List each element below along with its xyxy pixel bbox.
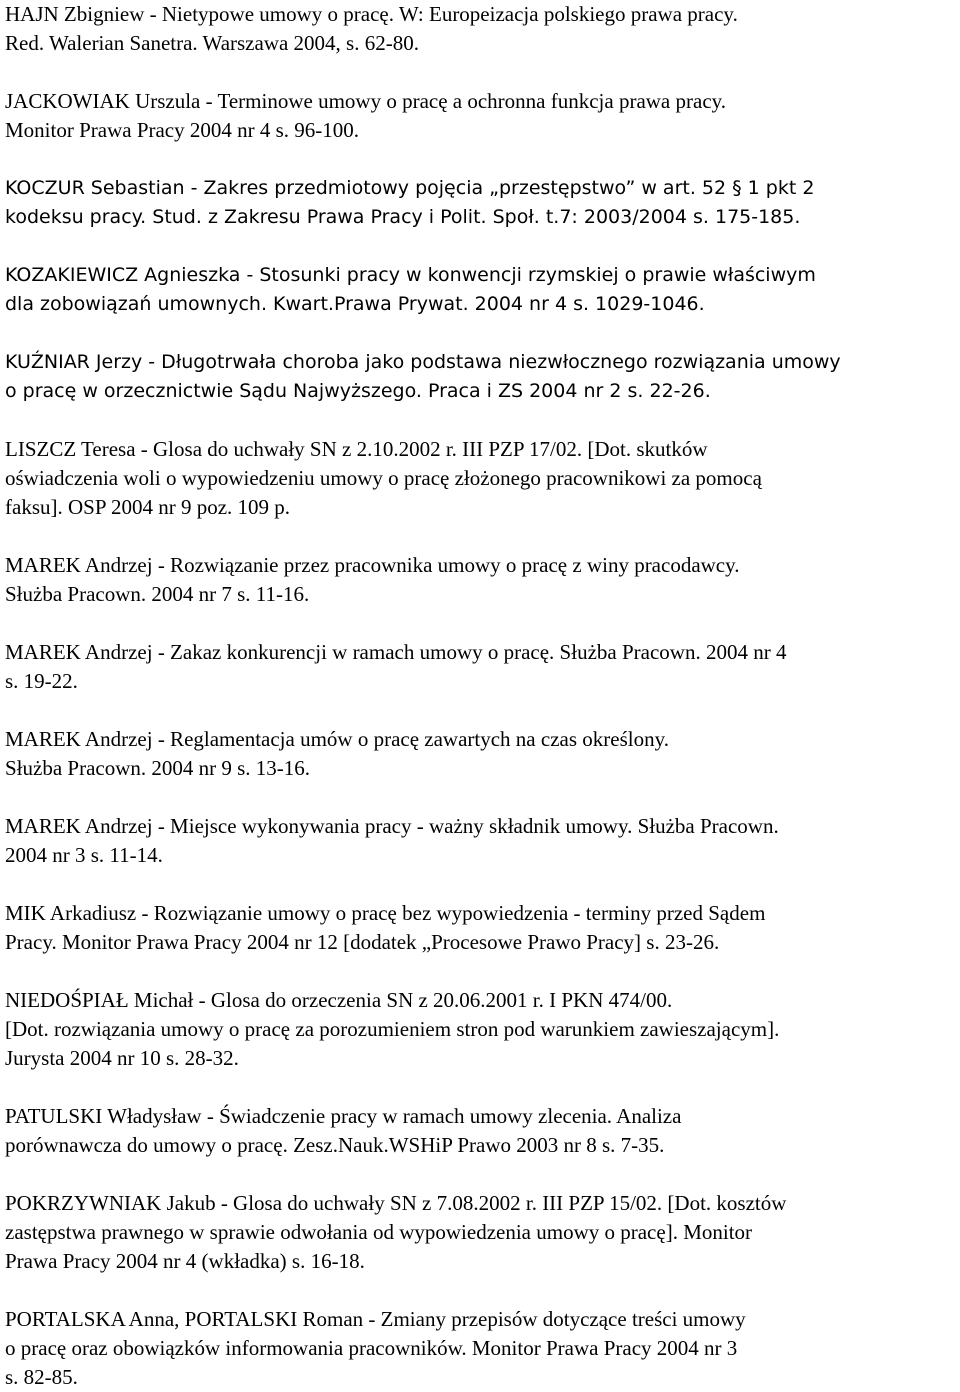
entry-line: LISZCZ Teresa - Glosa do uchwały SN z 2.10.2002 r. III PZP 17/02. [Dot. skutków [5, 437, 708, 461]
bibliography-entry [5, 348, 955, 406]
entry-line: JACKOWIAK Urszula - Terminowe umowy o pracę a ochronna funkcja prawa pracy. [5, 89, 727, 113]
entry-line: o pracę w orzecznictwie Sądu Najwyższego. Praca i ZS 2004 nr 2 s. 22-26. [5, 380, 711, 402]
bibliography-entry [5, 0, 955, 58]
entry-line: KOZAKIEWICZ Agnieszka - Stosunki pracy w konwencji rzymskiej o prawie właściwym [5, 264, 816, 286]
entry-line: MAREK Andrzej - Miejsce wykonywania pracy - ważny składnik umowy. Służba Pracown. [5, 814, 779, 838]
bibliography-entry [5, 986, 955, 1073]
entry-line: POKRZYWNIAK Jakub - Glosa do uchwały SN z 7.08.2002 r. III PZP 15/02. [Dot. kosztów [5, 1191, 787, 1215]
entry-line: [Dot. rozwiązania umowy o pracę za porozumieniem stron pod warunkiem zawieszającym]. [5, 1017, 780, 1041]
bibliography-entry [5, 812, 955, 870]
entry-line: dla zobowiązań umownych. Kwart.Prawa Prywat. 2004 nr 4 s. 1029-1046. [5, 293, 705, 315]
bibliography-entry [5, 1305, 955, 1392]
bibliography-entry [5, 87, 955, 145]
entry-line: Służba Pracown. 2004 nr 9 s. 13-16. [5, 756, 311, 780]
entry-line: s. 82-85. [5, 1365, 78, 1389]
bibliography-entry [5, 435, 955, 522]
entry-line: Monitor Prawa Pracy 2004 nr 4 s. 96-100. [5, 118, 360, 142]
entry-line: MAREK Andrzej - Reglamentacja umów o pracę zawartych na czas określony. [5, 727, 669, 751]
bibliography-entry [5, 1102, 955, 1160]
entry-line: MIK Arkadiusz - Rozwiązanie umowy o pracę bez wypowiedzenia - terminy przed Sądem [5, 901, 766, 925]
entry-line: KUŹNIAR Jerzy - Długotrwała choroba jako podstawa niezwłocznego rozwiązania umowy [5, 351, 841, 373]
bibliography-entry [5, 551, 955, 609]
entry-line: oświadczenia woli o wypowiedzeniu umowy o pracę złożonego pracownikowi za pomocą [5, 466, 762, 490]
entry-line: o pracę oraz obowiązków informowania pracowników. Monitor Prawa Pracy 2004 nr 3 [5, 1336, 738, 1360]
entry-line: faksu]. OSP 2004 nr 9 poz. 109 p. [5, 495, 291, 519]
bibliography-entry [5, 261, 955, 319]
entry-line: MAREK Andrzej - Rozwiązanie przez pracownika umowy o pracę z winy pracodawcy. [5, 553, 740, 577]
entry-line: Służba Pracown. 2004 nr 7 s. 11-16. [5, 582, 310, 606]
entry-line: PATULSKI Władysław - Świadczenie pracy w ramach umowy zlecenia. Analiza [5, 1104, 682, 1128]
entry-line: porównawcza do umowy o pracę. Zesz.Nauk.WSHiP Prawo 2003 nr 8 s. 7-35. [5, 1133, 665, 1157]
entry-line: 2004 nr 3 s. 11-14. [5, 843, 163, 867]
entry-line: HAJN Zbigniew - Nietypowe umowy o pracę. W: Europeizacja polskiego prawa pracy. [5, 2, 738, 26]
entry-line: Red. Walerian Sanetra. Warszawa 2004, s. 62-80. [5, 31, 419, 55]
bibliography-entry [5, 899, 955, 957]
entry-line: Prawa Pracy 2004 nr 4 (wkładka) s. 16-18. [5, 1249, 365, 1273]
entry-line: s. 19-22. [5, 669, 78, 693]
bibliography-entry [5, 1189, 955, 1276]
entry-line: NIEDOŚPIAŁ Michał - Glosa do orzeczenia SN z 20.06.2001 r. I PKN 474/00. [5, 988, 673, 1012]
entry-line: MAREK Andrzej - Zakaz konkurencji w ramach umowy o pracę. Służba Pracown. 2004 nr 4 [5, 640, 787, 664]
entry-line: Pracy. Monitor Prawa Pracy 2004 nr 12 [dodatek „Procesowe Prawo Pracy] s. 23-26. [5, 930, 720, 954]
entry-line: Jurysta 2004 nr 10 s. 28-32. [5, 1046, 239, 1070]
bibliography-entry [5, 638, 955, 696]
entry-line: zastępstwa prawnego w sprawie odwołania od wypowiedzenia umowy o pracę]. Monitor [5, 1220, 753, 1244]
entry-line: PORTALSKA Anna, PORTALSKI Roman - Zmiany przepisów dotyczące treści umowy [5, 1307, 746, 1331]
entry-line: KOCZUR Sebastian - Zakres przedmiotowy pojęcia „przestępstwo” w art. 52 § 1 pkt 2 [5, 177, 815, 199]
bibliography-entry [5, 174, 955, 232]
entry-line: kodeksu pracy. Stud. z Zakresu Prawa Pracy i Polit. Społ. t.7: 2003/2004 s. 175-185. [5, 206, 801, 228]
bibliography-entry [5, 725, 955, 783]
